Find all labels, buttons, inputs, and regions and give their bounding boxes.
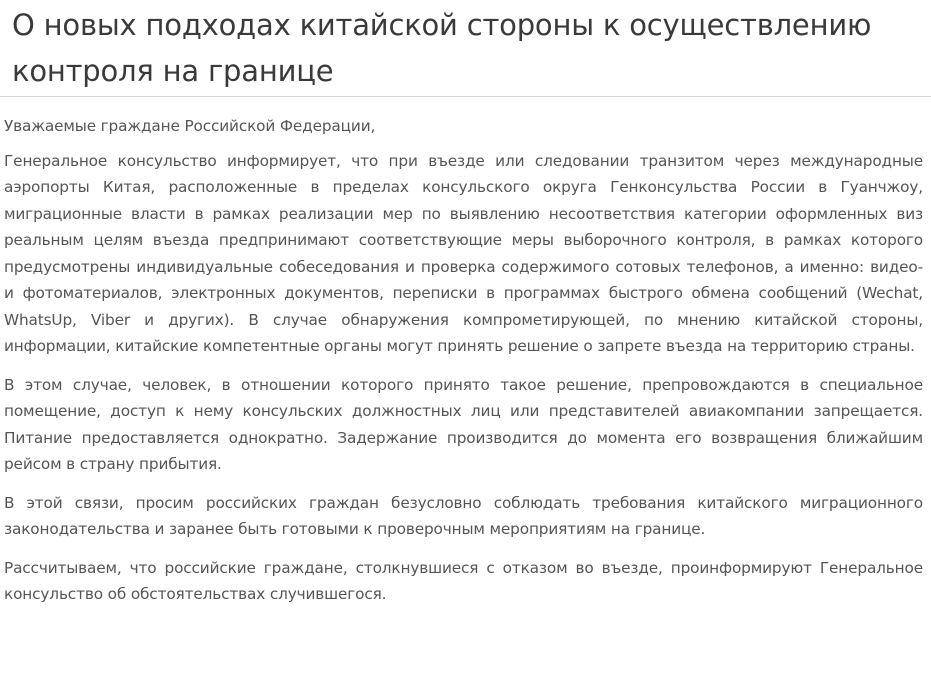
page-title: О новых подходах китайской стороны к осуществлению контроля на границе [12, 8, 872, 88]
paragraph-inform: Рассчитываем, что российские граждане, столкнувшиеся с отказом во въезде, проинформируют Генеральное консульство об обстоятельствах случившегося. [4, 558, 923, 603]
paragraph-consulate-info: Генеральное консульство информирует, что при въезде или следовании транзитом через международные аэропорты Китая, расположенные в пределах консульского округа Генконсульства России в Гуанчжоу, миграционные власти в рамках реализации мер по выявлению несоответствия категории оформленных виз реальным целям въезда предпринимают соответствующие меры выборочного контроля, в рамках которого предусмотрены индивидуальные собеседования и проверка содержимого сотовых телефонов, а именно: видео- и фотоматериалов, электронных документов, переписки в программах быстрого обмена сообщений (Wechat, WhatsUp, Viber и других). В случае обнаружения компрометирующей, по мнению китайской стороны, информации, китайские компетентные органы могут принять решение о запрете въезда на территорию страны. [4, 151, 923, 355]
paragraph-request: В этой связи, просим российских граждан безусловно соблюдать требования китайского миграционного законодательства и заранее быть готовыми к проверочным мероприятиям на границе. [4, 493, 923, 538]
title-section [0, 0, 931, 97]
greeting-paragraph: Уважаемые граждане Российской Федерации, [4, 117, 376, 135]
paragraph-detention: В этом случае, человек, в отношении которого принято такое решение, препровождаются в специальное помещение, доступ к нему консульских должностных лиц или представителей авиакомпании запрещается. Питание предоставляется однократно. Задержание производится до момента его возвращения ближайшим рейсом в страну прибытия. [4, 375, 923, 473]
article-body [0, 97, 931, 608]
